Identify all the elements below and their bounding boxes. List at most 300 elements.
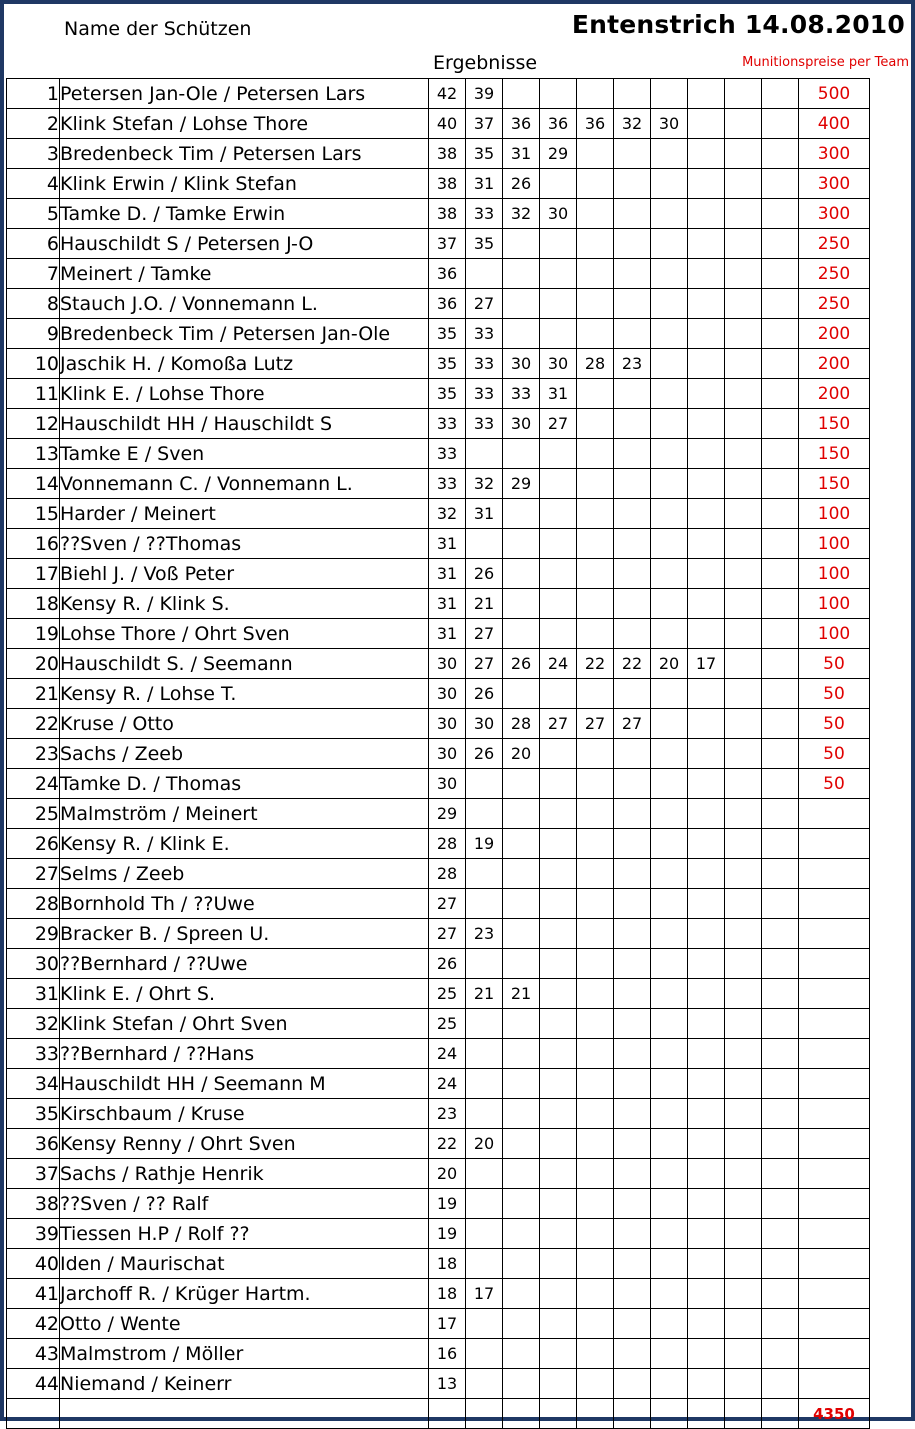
team-name-cell: Jarchoff R. / Krüger Hartm.	[60, 1279, 429, 1309]
score-cell: 30	[429, 739, 466, 769]
table-row	[7, 709, 870, 739]
score-cell	[577, 1009, 614, 1039]
score-cell	[688, 979, 725, 1009]
score-cell: 24	[429, 1069, 466, 1099]
score-cell	[762, 1189, 799, 1219]
table-row	[7, 739, 870, 769]
team-name-cell: Klink E. / Lohse Thore	[60, 379, 429, 409]
score-cell	[688, 1039, 725, 1069]
team-name-cell: Bornhold Th / ??Uwe	[60, 889, 429, 919]
score-cell	[651, 1369, 688, 1399]
table-row	[7, 1309, 870, 1339]
price-cell: 200	[799, 319, 870, 349]
empty-cell	[725, 1399, 762, 1429]
empty-cell	[7, 1399, 60, 1429]
score-cell	[688, 199, 725, 229]
score-cell	[688, 409, 725, 439]
score-cell	[540, 1279, 577, 1309]
price-cell	[799, 799, 870, 829]
score-cell	[651, 259, 688, 289]
score-cell	[762, 1039, 799, 1069]
score-cell	[503, 319, 540, 349]
team-name-cell: Bredenbeck Tim / Petersen Jan-Ole	[60, 319, 429, 349]
score-cell	[725, 619, 762, 649]
score-cell	[503, 1039, 540, 1069]
score-cell	[651, 919, 688, 949]
score-cell	[762, 79, 799, 109]
score-cell	[725, 319, 762, 349]
table-row	[7, 1189, 870, 1219]
score-cell	[577, 1069, 614, 1099]
score-cell	[466, 1039, 503, 1069]
score-cell	[725, 739, 762, 769]
score-cell	[614, 289, 651, 319]
score-cell	[577, 1369, 614, 1399]
score-cell	[762, 289, 799, 319]
score-cell	[762, 319, 799, 349]
rank-cell: 39	[7, 1219, 60, 1249]
score-cell	[688, 589, 725, 619]
score-cell	[762, 799, 799, 829]
score-cell	[540, 1369, 577, 1399]
score-cell	[651, 859, 688, 889]
score-cell	[651, 1099, 688, 1129]
rank-cell: 41	[7, 1279, 60, 1309]
score-cell	[614, 469, 651, 499]
score-cell	[651, 1009, 688, 1039]
rank-cell: 8	[7, 289, 60, 319]
score-cell	[688, 1279, 725, 1309]
score-cell	[577, 379, 614, 409]
score-cell	[725, 1009, 762, 1039]
table-row	[7, 769, 870, 799]
score-cell	[725, 379, 762, 409]
score-cell	[577, 319, 614, 349]
team-name-cell: Kensy R. / Klink E.	[60, 829, 429, 859]
score-cell	[725, 289, 762, 319]
score-cell	[725, 649, 762, 679]
rank-cell: 14	[7, 469, 60, 499]
score-cell	[688, 499, 725, 529]
score-cell	[503, 1189, 540, 1219]
score-cell: 18	[429, 1279, 466, 1309]
rank-cell: 23	[7, 739, 60, 769]
score-cell	[466, 529, 503, 559]
score-cell	[725, 979, 762, 1009]
score-cell	[577, 1099, 614, 1129]
score-cell	[651, 589, 688, 619]
score-cell	[577, 829, 614, 859]
price-cell: 150	[799, 439, 870, 469]
team-name-cell: Lohse Thore / Ohrt Sven	[60, 619, 429, 649]
score-cell	[540, 979, 577, 1009]
price-cell: 300	[799, 139, 870, 169]
score-cell	[762, 439, 799, 469]
score-cell	[577, 769, 614, 799]
score-cell	[614, 229, 651, 259]
score-cell	[503, 829, 540, 859]
table-row	[7, 1129, 870, 1159]
price-cell: 300	[799, 169, 870, 199]
score-cell	[725, 1279, 762, 1309]
score-cell	[651, 409, 688, 439]
score-cell: 36	[429, 289, 466, 319]
score-cell	[540, 469, 577, 499]
score-cell: 32	[429, 499, 466, 529]
score-cell	[762, 829, 799, 859]
score-cell	[614, 1039, 651, 1069]
table-row	[7, 259, 870, 289]
score-cell	[614, 1219, 651, 1249]
table-row	[7, 199, 870, 229]
table-row	[7, 799, 870, 829]
team-name-cell: Sachs / Rathje Henrik	[60, 1159, 429, 1189]
rank-cell: 36	[7, 1129, 60, 1159]
table-row	[7, 979, 870, 1009]
score-cell	[614, 769, 651, 799]
score-cell	[688, 379, 725, 409]
score-cell	[725, 1099, 762, 1129]
score-cell: 35	[429, 319, 466, 349]
team-name-cell: Jaschik H. / Komoßa Lutz	[60, 349, 429, 379]
team-name-cell: Kruse / Otto	[60, 709, 429, 739]
rank-cell: 38	[7, 1189, 60, 1219]
score-cell	[614, 1189, 651, 1219]
rank-cell: 33	[7, 1039, 60, 1069]
rank-cell: 2	[7, 109, 60, 139]
score-cell: 26	[466, 739, 503, 769]
score-cell: 37	[429, 229, 466, 259]
empty-cell	[60, 1399, 429, 1429]
score-cell	[503, 1339, 540, 1369]
table-row	[7, 1279, 870, 1309]
total-row	[7, 1399, 870, 1429]
table-row	[7, 229, 870, 259]
team-name-cell: Stauch J.O. / Vonnemann L.	[60, 289, 429, 319]
score-cell	[577, 889, 614, 919]
rank-cell: 11	[7, 379, 60, 409]
score-cell	[651, 349, 688, 379]
prices-header: Munitionspreise per Team	[742, 55, 909, 70]
table-row	[7, 1249, 870, 1279]
team-name-cell: Bredenbeck Tim / Petersen Lars	[60, 139, 429, 169]
score-cell	[651, 1309, 688, 1339]
score-cell	[614, 499, 651, 529]
score-cell: 35	[429, 349, 466, 379]
score-cell	[725, 889, 762, 919]
score-cell: 30	[503, 349, 540, 379]
total-price-cell: 4350	[799, 1399, 870, 1429]
score-cell: 30	[429, 679, 466, 709]
score-cell	[651, 709, 688, 739]
score-cell	[725, 169, 762, 199]
rank-cell: 3	[7, 139, 60, 169]
team-name-cell: Hauschildt HH / Hauschildt S	[60, 409, 429, 439]
score-cell	[577, 79, 614, 109]
score-cell: 29	[429, 799, 466, 829]
rank-cell: 16	[7, 529, 60, 559]
score-cell: 25	[429, 979, 466, 1009]
score-cell	[577, 199, 614, 229]
score-cell	[688, 799, 725, 829]
score-cell	[762, 649, 799, 679]
score-cell	[762, 229, 799, 259]
rank-cell: 13	[7, 439, 60, 469]
table-row	[7, 679, 870, 709]
price-cell	[799, 1249, 870, 1279]
score-cell: 30	[540, 199, 577, 229]
empty-cell	[429, 1399, 466, 1429]
score-cell	[688, 349, 725, 379]
score-cell	[540, 1309, 577, 1339]
score-cell	[503, 679, 540, 709]
score-cell	[762, 1129, 799, 1159]
score-cell: 19	[429, 1219, 466, 1249]
price-cell: 50	[799, 649, 870, 679]
rank-cell: 35	[7, 1099, 60, 1129]
score-cell	[614, 1129, 651, 1159]
score-cell	[466, 1369, 503, 1399]
score-cell: 26	[503, 649, 540, 679]
score-cell: 17	[688, 649, 725, 679]
score-cell	[540, 1249, 577, 1279]
price-cell: 250	[799, 289, 870, 319]
price-cell	[799, 1099, 870, 1129]
score-cell	[540, 889, 577, 919]
score-cell	[651, 889, 688, 919]
score-cell	[577, 1039, 614, 1069]
price-cell: 150	[799, 409, 870, 439]
price-cell	[799, 949, 870, 979]
score-cell: 26	[429, 949, 466, 979]
rank-cell: 20	[7, 649, 60, 679]
team-name-cell: Bracker B. / Spreen U.	[60, 919, 429, 949]
team-name-cell: Tiessen H.P / Rolf ??	[60, 1219, 429, 1249]
score-cell	[725, 229, 762, 259]
table-row	[7, 649, 870, 679]
table-row	[7, 1369, 870, 1399]
score-cell	[466, 769, 503, 799]
score-cell	[762, 979, 799, 1009]
score-cell	[614, 1069, 651, 1099]
score-cell: 29	[540, 139, 577, 169]
score-cell	[540, 439, 577, 469]
price-cell: 100	[799, 529, 870, 559]
score-cell	[688, 859, 725, 889]
score-cell	[762, 1099, 799, 1129]
score-cell	[725, 1159, 762, 1189]
score-cell	[540, 559, 577, 589]
rank-cell: 21	[7, 679, 60, 709]
table-row	[7, 529, 870, 559]
score-cell: 36	[577, 109, 614, 139]
score-cell	[503, 529, 540, 559]
score-cell: 33	[466, 379, 503, 409]
score-cell	[762, 1279, 799, 1309]
rank-cell: 15	[7, 499, 60, 529]
team-name-cell: ??Bernhard / ??Uwe	[60, 949, 429, 979]
score-cell	[614, 139, 651, 169]
score-cell	[503, 259, 540, 289]
score-cell	[540, 319, 577, 349]
score-cell	[577, 409, 614, 439]
score-cell: 16	[429, 1339, 466, 1369]
table-row	[7, 79, 870, 109]
score-cell	[466, 799, 503, 829]
score-cell	[614, 169, 651, 199]
table-row	[7, 589, 870, 619]
score-cell	[577, 289, 614, 319]
score-cell	[762, 1309, 799, 1339]
score-cell	[688, 769, 725, 799]
rank-cell: 5	[7, 199, 60, 229]
score-cell: 27	[429, 889, 466, 919]
score-cell	[503, 289, 540, 319]
team-name-cell: Kensy R. / Lohse T.	[60, 679, 429, 709]
table-row	[7, 439, 870, 469]
score-cell	[725, 1369, 762, 1399]
score-cell	[651, 379, 688, 409]
score-cell	[540, 529, 577, 559]
score-cell	[503, 919, 540, 949]
score-cell: 24	[429, 1039, 466, 1069]
score-cell: 23	[614, 349, 651, 379]
score-cell: 13	[429, 1369, 466, 1399]
score-cell	[762, 1249, 799, 1279]
score-cell	[577, 949, 614, 979]
score-cell	[688, 1129, 725, 1159]
table-row	[7, 379, 870, 409]
table-row	[7, 109, 870, 139]
score-cell	[688, 439, 725, 469]
score-cell	[503, 1129, 540, 1159]
empty-cell	[540, 1399, 577, 1429]
score-cell	[688, 1339, 725, 1369]
score-cell	[725, 439, 762, 469]
score-cell	[651, 439, 688, 469]
score-cell: 27	[466, 619, 503, 649]
score-cell	[614, 619, 651, 649]
team-name-cell: ??Sven / ?? Ralf	[60, 1189, 429, 1219]
score-cell: 40	[429, 109, 466, 139]
score-cell	[651, 769, 688, 799]
score-cell	[540, 679, 577, 709]
score-cell	[540, 1159, 577, 1189]
score-cell	[577, 529, 614, 559]
score-cell	[503, 499, 540, 529]
score-cell: 22	[577, 649, 614, 679]
rank-cell: 4	[7, 169, 60, 199]
price-cell: 200	[799, 379, 870, 409]
score-cell	[762, 1369, 799, 1399]
score-cell: 33	[466, 319, 503, 349]
score-cell	[540, 1189, 577, 1219]
score-cell	[614, 859, 651, 889]
score-cell	[466, 1069, 503, 1099]
table-row	[7, 889, 870, 919]
score-cell	[614, 1369, 651, 1399]
score-cell	[688, 469, 725, 499]
event-title: Entenstrich 14.08.2010	[571, 10, 905, 39]
score-cell	[614, 379, 651, 409]
score-cell	[762, 949, 799, 979]
score-cell	[577, 1249, 614, 1279]
score-cell	[762, 709, 799, 739]
table-row	[7, 619, 870, 649]
team-name-cell: Iden / Maurischat	[60, 1249, 429, 1279]
score-cell: 31	[540, 379, 577, 409]
score-cell	[614, 439, 651, 469]
results-table	[6, 78, 870, 1429]
score-cell	[688, 919, 725, 949]
team-name-cell: Hauschildt S. / Seemann	[60, 649, 429, 679]
price-cell: 100	[799, 619, 870, 649]
score-cell	[651, 979, 688, 1009]
empty-cell	[466, 1399, 503, 1429]
score-cell	[540, 589, 577, 619]
team-name-cell: Tamke D. / Thomas	[60, 769, 429, 799]
score-cell	[725, 709, 762, 739]
score-cell: 26	[503, 169, 540, 199]
score-cell: 19	[429, 1189, 466, 1219]
score-cell	[725, 919, 762, 949]
score-cell: 20	[651, 649, 688, 679]
table-row	[7, 1039, 870, 1069]
score-cell: 31	[429, 589, 466, 619]
price-cell	[799, 1309, 870, 1339]
score-cell: 32	[503, 199, 540, 229]
score-cell	[614, 409, 651, 439]
score-cell	[651, 1279, 688, 1309]
team-name-cell: Klink Erwin / Klink Stefan	[60, 169, 429, 199]
score-cell: 33	[503, 379, 540, 409]
score-cell	[614, 319, 651, 349]
score-cell	[725, 559, 762, 589]
score-cell: 36	[540, 109, 577, 139]
score-cell	[725, 1249, 762, 1279]
score-cell	[762, 409, 799, 439]
score-cell	[688, 1099, 725, 1129]
score-cell	[651, 619, 688, 649]
score-cell: 39	[466, 79, 503, 109]
price-cell: 100	[799, 499, 870, 529]
score-cell	[614, 589, 651, 619]
score-cell	[688, 319, 725, 349]
score-cell	[614, 739, 651, 769]
score-cell	[577, 1189, 614, 1219]
table-row	[7, 1219, 870, 1249]
score-cell	[503, 1069, 540, 1099]
score-cell	[762, 739, 799, 769]
price-cell	[799, 1129, 870, 1159]
score-cell	[577, 499, 614, 529]
rank-cell: 37	[7, 1159, 60, 1189]
score-cell: 27	[466, 649, 503, 679]
empty-cell	[651, 1399, 688, 1429]
score-cell	[725, 139, 762, 169]
score-cell: 23	[466, 919, 503, 949]
score-cell: 28	[429, 829, 466, 859]
score-cell: 30	[429, 769, 466, 799]
score-cell	[762, 589, 799, 619]
score-cell: 21	[466, 589, 503, 619]
score-cell	[725, 799, 762, 829]
score-cell	[688, 949, 725, 979]
score-cell	[540, 799, 577, 829]
score-cell	[651, 1189, 688, 1219]
score-cell: 26	[466, 679, 503, 709]
score-cell: 20	[503, 739, 540, 769]
